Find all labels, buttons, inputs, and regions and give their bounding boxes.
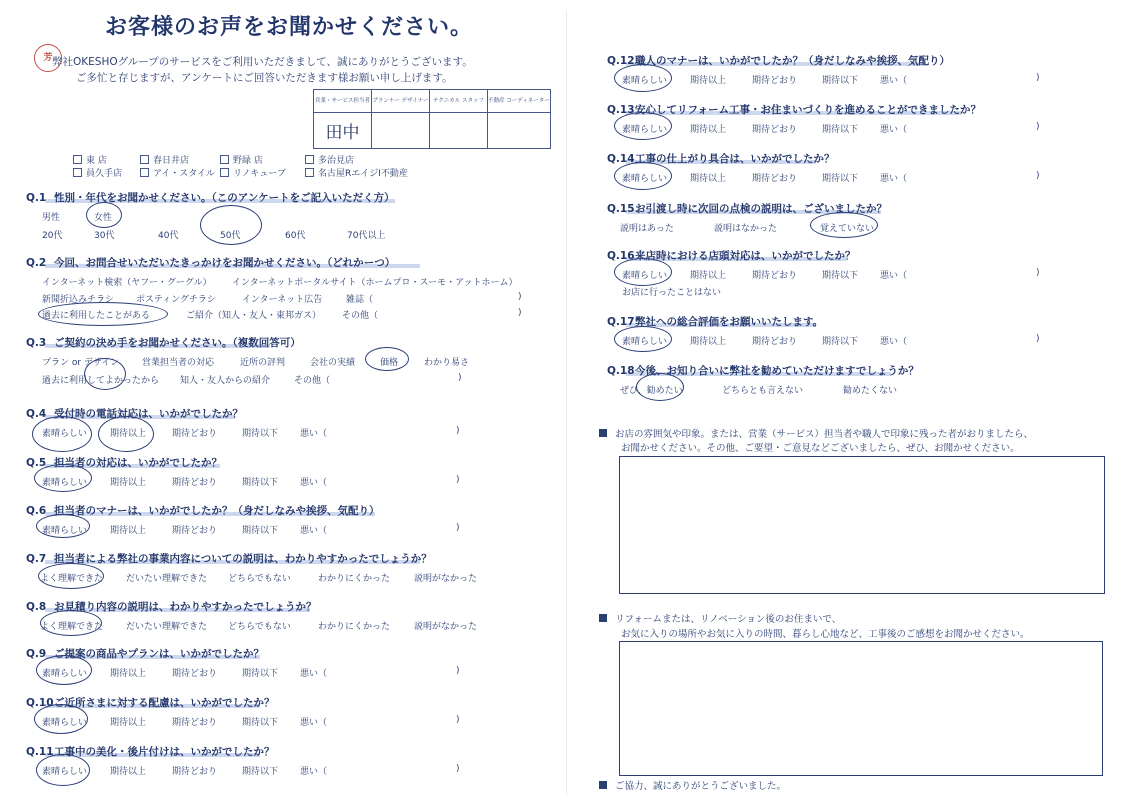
question-q6: Q.6 担当者のマナーは、いかがでしたか？（身だしなみや挨拶、気配り）: [26, 505, 380, 517]
question-q2: Q.2 今回、お問合せいただいたきっかけをお聞かせください。（どれかーつ）: [26, 257, 396, 269]
rating-option[interactable]: 期待以下: [242, 718, 279, 728]
store-option[interactable]: リノキューブ: [220, 166, 286, 179]
comment-box-1[interactable]: [619, 456, 1105, 594]
question-q12: Q.12職人のマナーは、いかがでしたか？（身だしなみや挨拶、気配り）: [607, 55, 950, 67]
rating-option[interactable]: 素晴らしい: [622, 125, 668, 135]
answer-option[interactable]: 覚えていない: [820, 224, 875, 234]
store-option[interactable]: 員久手店: [73, 166, 122, 179]
answer-paren: ): [1036, 268, 1040, 278]
handwritten-circle: [98, 416, 154, 452]
handwritten-circle: [810, 212, 878, 238]
answer-option[interactable]: 50代: [220, 231, 241, 241]
comment-prompt-2: リフォームまたは、リノベーション後のお住まいで、: [599, 611, 841, 625]
understanding-option[interactable]: だいたい理解できた: [126, 622, 208, 632]
rating-option[interactable]: 悪い（: [880, 76, 908, 86]
staff-header-technical: テクニカル スタッフ: [430, 90, 488, 113]
rating-option[interactable]: 期待以上: [690, 271, 727, 281]
rating-option[interactable]: 悪い（: [300, 429, 328, 439]
rating-option[interactable]: 期待どおり: [752, 337, 798, 347]
staff-table: [313, 89, 551, 149]
answer-option[interactable]: 男性: [42, 213, 61, 223]
question-q7: Q.7 担当者による弊社の事業内容についての説明は、わかりやすかったでしょうか？: [26, 553, 432, 565]
answer-option[interactable]: その他（: [294, 376, 331, 386]
rating-option[interactable]: 期待どおり: [752, 76, 798, 86]
rating-option[interactable]: 期待以下: [822, 337, 859, 347]
handwritten-circle: [200, 205, 262, 245]
staff-value-technical[interactable]: [430, 113, 488, 149]
rating-option[interactable]: 期待どおり: [752, 174, 798, 184]
answer-paren: ): [456, 764, 460, 774]
handwritten-circle: [40, 610, 102, 636]
rating-option[interactable]: 悪い（: [880, 271, 908, 281]
rating-option[interactable]: 期待以上: [690, 337, 727, 347]
handwritten-circle: [636, 373, 684, 401]
answer-option[interactable]: ポスティングチラシ: [136, 295, 216, 305]
bullet-square-icon: [599, 614, 607, 622]
answer-option[interactable]: 新聞折込みチラシ: [42, 295, 115, 305]
rating-option[interactable]: 期待どおり: [172, 767, 218, 777]
answer-paren: ): [1036, 122, 1040, 132]
handwritten-circle: [34, 704, 88, 734]
rating-option[interactable]: 期待以上: [110, 669, 147, 679]
staff-value-planner[interactable]: [372, 113, 430, 149]
checkbox-icon: [305, 155, 314, 164]
rating-option[interactable]: 期待どおり: [172, 526, 218, 536]
understanding-option[interactable]: どちらでもない: [228, 574, 291, 584]
answer-option[interactable]: プラン or デザイン: [42, 358, 120, 368]
rating-option[interactable]: 期待以上: [690, 174, 727, 184]
rating-option[interactable]: 悪い（: [300, 526, 328, 536]
rating-option[interactable]: 悪い（: [300, 478, 328, 488]
handwritten-circle: [36, 754, 90, 786]
rating-option[interactable]: 素晴らしい: [42, 767, 88, 777]
understanding-option[interactable]: よく理解できた: [40, 574, 104, 584]
rating-option[interactable]: 期待どおり: [172, 718, 218, 728]
answer-paren: ): [458, 373, 462, 383]
handwritten-circle: [614, 258, 672, 286]
rating-option[interactable]: 悪い（: [880, 174, 908, 184]
answer-option[interactable]: 70代以上: [347, 231, 386, 241]
question-q10: Q.10ご近所さまに対する配慮は、いかがでしたか？: [26, 697, 275, 709]
column-divider: [566, 10, 567, 795]
understanding-option[interactable]: だいたい理解できた: [126, 574, 208, 584]
rating-option[interactable]: 期待以下: [242, 429, 279, 439]
checkbox-icon: [140, 168, 149, 177]
comment-prompt-1-line-2: お聞かせください。その他、ご要望・ご意見などございましたら、ぜひ、お聞かせください。: [621, 443, 1020, 454]
rating-option[interactable]: 素晴らしい: [622, 271, 668, 281]
store-option[interactable]: 多治見店: [305, 153, 354, 166]
rating-option[interactable]: 期待以上: [110, 526, 147, 536]
answer-option[interactable]: 勧めたくない: [843, 386, 898, 396]
checkbox-icon: [220, 168, 229, 177]
store-option[interactable]: 春日井店: [140, 153, 189, 166]
comment-prompt-1: お店の雰囲気や印象。または、営業（サービス）担当者や職人で印象に残った者がおりましたら、: [599, 426, 1033, 440]
intro-line-2: ご多忙と存じますが、アンケートにご回答いただきます様お願い申し上げます。: [76, 72, 453, 84]
rating-option[interactable]: 素晴らしい: [42, 478, 88, 488]
rating-option[interactable]: 素晴らしい: [42, 718, 88, 728]
answer-option[interactable]: 会社の実績: [310, 358, 356, 368]
staff-header-realestate: 不動産 コーディネーター: [488, 90, 551, 113]
answer-option[interactable]: その他（: [342, 311, 379, 321]
rating-option[interactable]: 素晴らしい: [42, 669, 88, 679]
handwritten-circle: [36, 514, 90, 538]
rating-option[interactable]: 期待以下: [242, 526, 279, 536]
answer-option[interactable]: ぜひ、勧めたい: [620, 386, 683, 396]
staff-value-realestate[interactable]: [488, 113, 551, 149]
rating-option[interactable]: 悪い（: [300, 669, 328, 679]
store-option[interactable]: 名古屋RエイジI不動産: [305, 166, 408, 179]
answer-option[interactable]: 雑誌（: [346, 295, 374, 305]
closing-message: ご協力、誠にありがとうございました。: [599, 778, 786, 792]
rating-option[interactable]: 期待どおり: [752, 271, 798, 281]
handwritten-circle: [36, 655, 92, 685]
answer-paren: ): [1036, 73, 1040, 83]
answer-paren: ): [456, 715, 460, 725]
rating-option[interactable]: 悪い（: [300, 767, 328, 777]
question-q9: Q.9 ご提案の商品やプランは、いかがでしたか？: [26, 648, 264, 660]
rating-option[interactable]: 悪い（: [300, 718, 328, 728]
rating-option[interactable]: 素晴らしい: [622, 76, 668, 86]
handwritten-circle: [614, 326, 672, 352]
question-q11: Q.11工事中の美化・後片付けは、いかがでしたか？: [26, 746, 275, 758]
understanding-option[interactable]: わかりにくかった: [318, 574, 391, 584]
rating-option[interactable]: 期待以上: [110, 429, 147, 439]
rating-option[interactable]: 素晴らしい: [42, 526, 88, 536]
rating-option[interactable]: 悪い（: [880, 125, 908, 135]
answer-option[interactable]: 営業担当者の対応: [142, 358, 215, 368]
bullet-square-icon: [599, 781, 607, 789]
question-q5: Q.5 担当者の対応は、いかがでしたか？: [26, 457, 222, 469]
question-q8: Q.8 お見積り内容の説明は、わかりやすかったでしょうか？: [26, 601, 317, 613]
staff-value-sales[interactable]: 田中: [314, 113, 372, 149]
answer-option[interactable]: 20代: [42, 231, 63, 241]
answer-paren: ): [456, 523, 460, 533]
store-option[interactable]: 野緑 店: [220, 153, 263, 166]
rating-option[interactable]: 期待どおり: [172, 429, 218, 439]
answer-paren: ): [1036, 334, 1040, 344]
rating-option[interactable]: 素晴らしい: [622, 174, 668, 184]
handwritten-circle: [614, 64, 672, 92]
staff-header-planner: プランナー デザイナー: [372, 90, 430, 113]
handwritten-circle: [614, 112, 672, 140]
answer-paren: ): [1036, 171, 1040, 181]
answer-option[interactable]: 価格: [380, 358, 399, 368]
comment-box-2[interactable]: [619, 641, 1103, 776]
rating-option[interactable]: 期待以上: [690, 125, 727, 135]
rating-option[interactable]: 期待以上: [110, 767, 147, 777]
checkbox-icon: [73, 168, 82, 177]
staff-header-sales: 営業・サービス担当者: [314, 90, 372, 113]
rating-option[interactable]: 期待以下: [822, 125, 859, 135]
rating-option[interactable]: 素晴らしい: [622, 337, 668, 347]
answer-paren: ): [456, 426, 460, 436]
bullet-square-icon: [599, 429, 607, 437]
rating-option[interactable]: 期待以下: [822, 174, 859, 184]
rating-option[interactable]: 期待どおり: [172, 669, 218, 679]
answer-option[interactable]: 40代: [158, 231, 179, 241]
question-q1: Q.1 性別・年代をお聞かせください。（このアンケートをご記入いただく方）: [26, 192, 395, 204]
rating-option[interactable]: 期待以下: [242, 767, 279, 777]
question-q17: Q.17弊社への総合評価をお願いいたします。: [607, 316, 824, 328]
answer-option[interactable]: インターネット検索（ヤフー・グーグル）: [42, 278, 212, 288]
handwritten-circle: [365, 347, 409, 371]
store-option[interactable]: 東 店: [73, 153, 107, 166]
rating-option[interactable]: 素晴らしい: [42, 429, 88, 439]
understanding-option[interactable]: どちらでもない: [228, 622, 291, 632]
question-q16: Q.16来店時における店頭対応は、いかがでしたか？: [607, 250, 856, 262]
answer-paren: ): [456, 666, 460, 676]
question-q3: Q.3 ご契約の決め手をお聞かせください。（複数回答可）: [26, 337, 301, 349]
answer-option[interactable]: 過去に利用したことがある: [42, 311, 151, 321]
rating-option[interactable]: 期待以上: [110, 478, 147, 488]
rating-option[interactable]: 悪い（: [880, 337, 908, 347]
checkbox-icon: [73, 155, 82, 164]
handwritten-circle: [84, 358, 126, 390]
rating-option[interactable]: 期待以上: [690, 76, 727, 86]
rating-option[interactable]: 期待以上: [110, 718, 147, 728]
question-q4: Q.4 受付時の電話対応は、いかがでしたか？: [26, 408, 243, 420]
question-q14: Q.14工事の仕上がり具合は、いかがでしたか？: [607, 153, 835, 165]
handwritten-circle: [32, 416, 92, 452]
handwritten-circle: [38, 563, 104, 589]
answer-option[interactable]: インターネットポータルサイト（ホームプロ・スーモ・アットホーム）: [232, 278, 518, 288]
answer-option[interactable]: 知人・友人からの紹介: [180, 376, 271, 386]
rating-option[interactable]: 期待どおり: [172, 478, 218, 488]
handwritten-circle: [38, 302, 168, 326]
store-option[interactable]: アイ・スタイル: [140, 166, 215, 179]
answer-option[interactable]: 60代: [285, 231, 306, 241]
understanding-option[interactable]: 説明がなかった: [414, 574, 478, 584]
answer-paren: ): [456, 475, 460, 485]
handwritten-circle: [86, 202, 122, 228]
comment-prompt-2-line-2: お気に入りの場所やお気に入りの時間、暮らし心地など、工事後のご感想をお聞かせください。: [621, 629, 1030, 640]
rating-option[interactable]: 期待以下: [242, 478, 279, 488]
question-q15: Q.15お引渡し時に次回の点検の説明は、ございましたか？: [607, 203, 887, 215]
checkbox-icon: [140, 155, 149, 164]
checkbox-icon: [220, 155, 229, 164]
answer-option[interactable]: ご紹介（知人・友人・東邦ガス）: [186, 311, 322, 321]
answer-option[interactable]: お店に行ったことはない: [622, 288, 722, 298]
answer-option[interactable]: わかり易さ: [424, 358, 470, 368]
answer-option[interactable]: 説明はあった: [620, 224, 674, 234]
question-q18: Q.18今後、お知り合いに弊社を勧めていただけますでしょうか？: [607, 365, 919, 377]
answer-option[interactable]: インターネット広告: [242, 295, 323, 305]
understanding-option[interactable]: わかりにくかった: [318, 622, 391, 632]
answer-option[interactable]: 説明はなかった: [714, 224, 778, 234]
rating-option[interactable]: 期待どおり: [752, 125, 798, 135]
checkbox-icon: [305, 168, 314, 177]
rating-option[interactable]: 期待以下: [242, 669, 279, 679]
question-q13: Q.13安心してリフォーム工事・お住まいづくりを進めることができましたか？: [607, 104, 981, 116]
red-seal-stamp: 芳: [34, 44, 62, 72]
rating-option[interactable]: 期待以下: [822, 76, 859, 86]
handwritten-circle: [614, 162, 672, 190]
understanding-option[interactable]: よく理解できた: [40, 622, 104, 632]
understanding-option[interactable]: 説明がなかった: [414, 622, 478, 632]
answer-option[interactable]: どちらとも言えない: [722, 386, 804, 396]
rating-option[interactable]: 期待以下: [822, 271, 859, 281]
answer-option[interactable]: 過去に利用してよかったから: [42, 376, 160, 386]
answer-paren: ): [518, 308, 522, 318]
answer-paren: ): [518, 292, 522, 302]
page-title: お客様のお声をお聞かせください。: [105, 15, 474, 40]
handwritten-circle: [34, 464, 92, 492]
intro-line-1: 弊社OKESHOグループのサービスをご利用いただきまして、誠にありがとうございます。: [52, 56, 473, 68]
answer-option[interactable]: 30代: [94, 231, 115, 241]
answer-option[interactable]: 近所の評判: [240, 358, 286, 368]
answer-option[interactable]: 女性: [94, 213, 113, 223]
